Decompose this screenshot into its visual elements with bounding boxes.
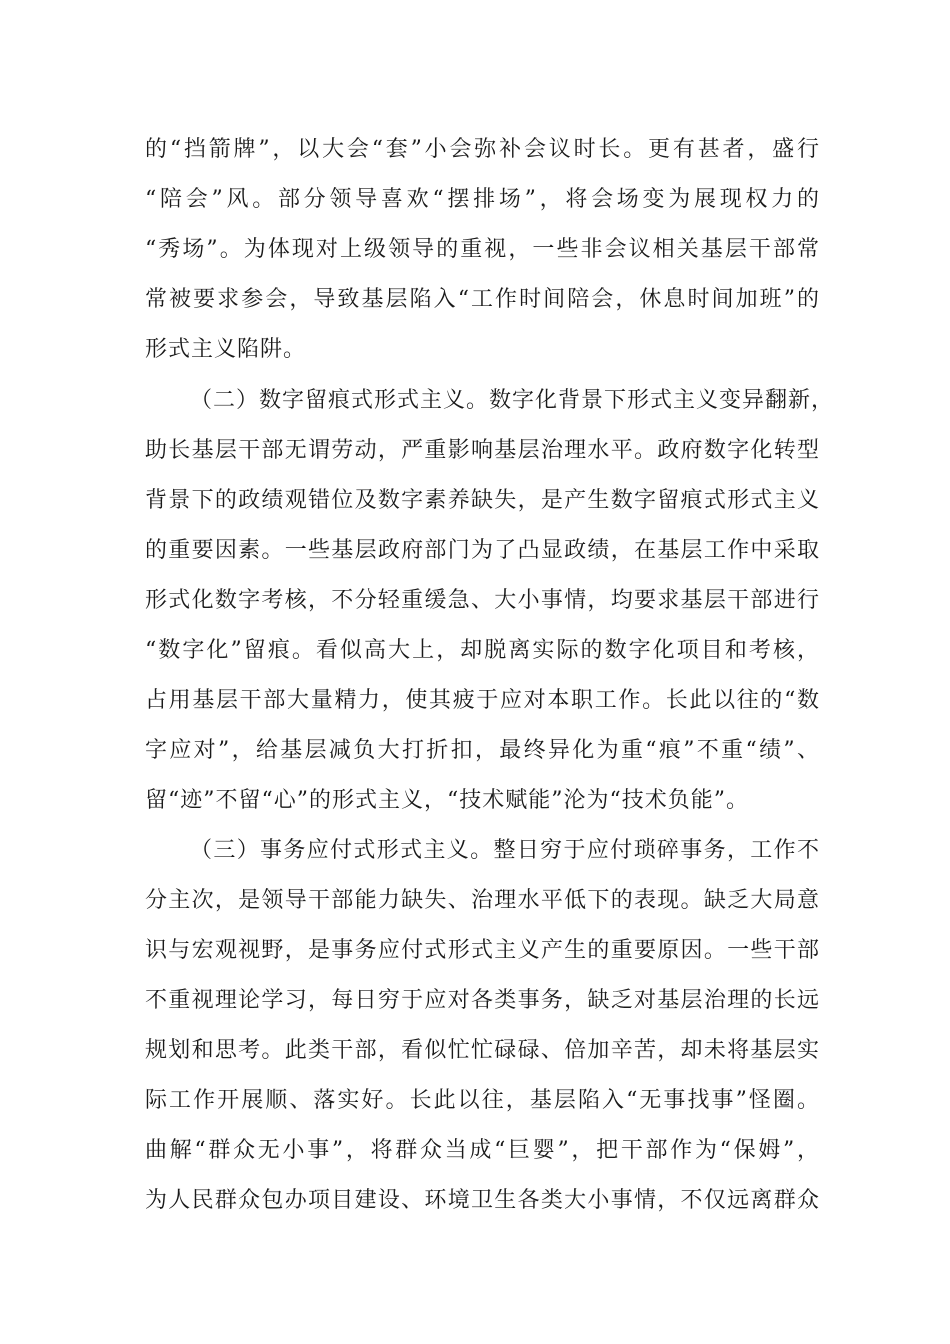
text-line-22: 为人民群众包办项目建设、环境卫生各类大小事情，不仅远离群众	[145, 1188, 820, 1213]
section-two-heading-line: （二）数字留痕式形式主义。数字化背景下形式主义变异翻新，	[190, 388, 835, 413]
text-line-9: 的重要因素。一些基层政府部门为了凸显政绩，在基层工作中采取	[145, 538, 820, 563]
text-line-21: 曲解“群众无小事”，将群众当成“巨婴”，把干部作为“保姆”，	[145, 1138, 820, 1163]
text-line-5: 形式主义陷阱。	[145, 337, 307, 362]
text-line-14: 留“迹”不留“心”的形式主义，“技术赋能”沦为“技术负能”。	[145, 788, 749, 813]
text-line-8: 背景下的政绩观错位及数字素养缺失，是产生数字留痕式形式主义	[145, 488, 820, 513]
text-line-2: “陪会”风。部分领导喜欢“摆排场”，将会场变为展现权力的	[145, 187, 820, 212]
text-line-18: 不重视理论学习，每日穷于应对各类事务，缺乏对基层治理的长远	[145, 988, 820, 1013]
text-line-3: “秀场”。为体现对上级领导的重视，一些非会议相关基层干部常	[145, 237, 820, 262]
text-line-16: 分主次，是领导干部能力缺失、治理水平低下的表现。缺乏大局意	[145, 888, 820, 913]
text-line-19: 规划和思考。此类干部，看似忙忙碌碌、倍加辛苦，却未将基层实	[145, 1038, 820, 1063]
text-line-4: 常被要求参会，导致基层陷入“工作时间陪会，休息时间加班”的	[145, 287, 820, 312]
text-line-17: 识与宏观视野，是事务应付式形式主义产生的重要原因。一些干部	[145, 938, 820, 963]
text-line-1: 的“挡箭牌”，以大会“套”小会弥补会议时长。更有甚者，盛行	[145, 137, 820, 162]
text-line-7: 助长基层干部无谓劳动，严重影响基层治理水平。政府数字化转型	[145, 438, 820, 463]
text-line-10: 形式化数字考核，不分轻重缓急、大小事情，均要求基层干部进行	[145, 588, 820, 613]
section-three-heading-line: （三）事务应付式形式主义。整日穷于应付琐碎事务，工作不	[190, 838, 820, 863]
text-line-11: “数字化”留痕。看似高大上，却脱离实际的数字化项目和考核，	[145, 638, 820, 663]
text-line-13: 字应对”，给基层减负大打折扣，最终异化为重“痕”不重“绩”、	[145, 738, 820, 763]
text-line-12: 占用基层干部大量精力，使其疲于应对本职工作。长此以往的“数	[145, 688, 820, 713]
text-line-20: 际工作开展顺、落实好。长此以往，基层陷入“无事找事”怪圈。	[145, 1088, 820, 1113]
